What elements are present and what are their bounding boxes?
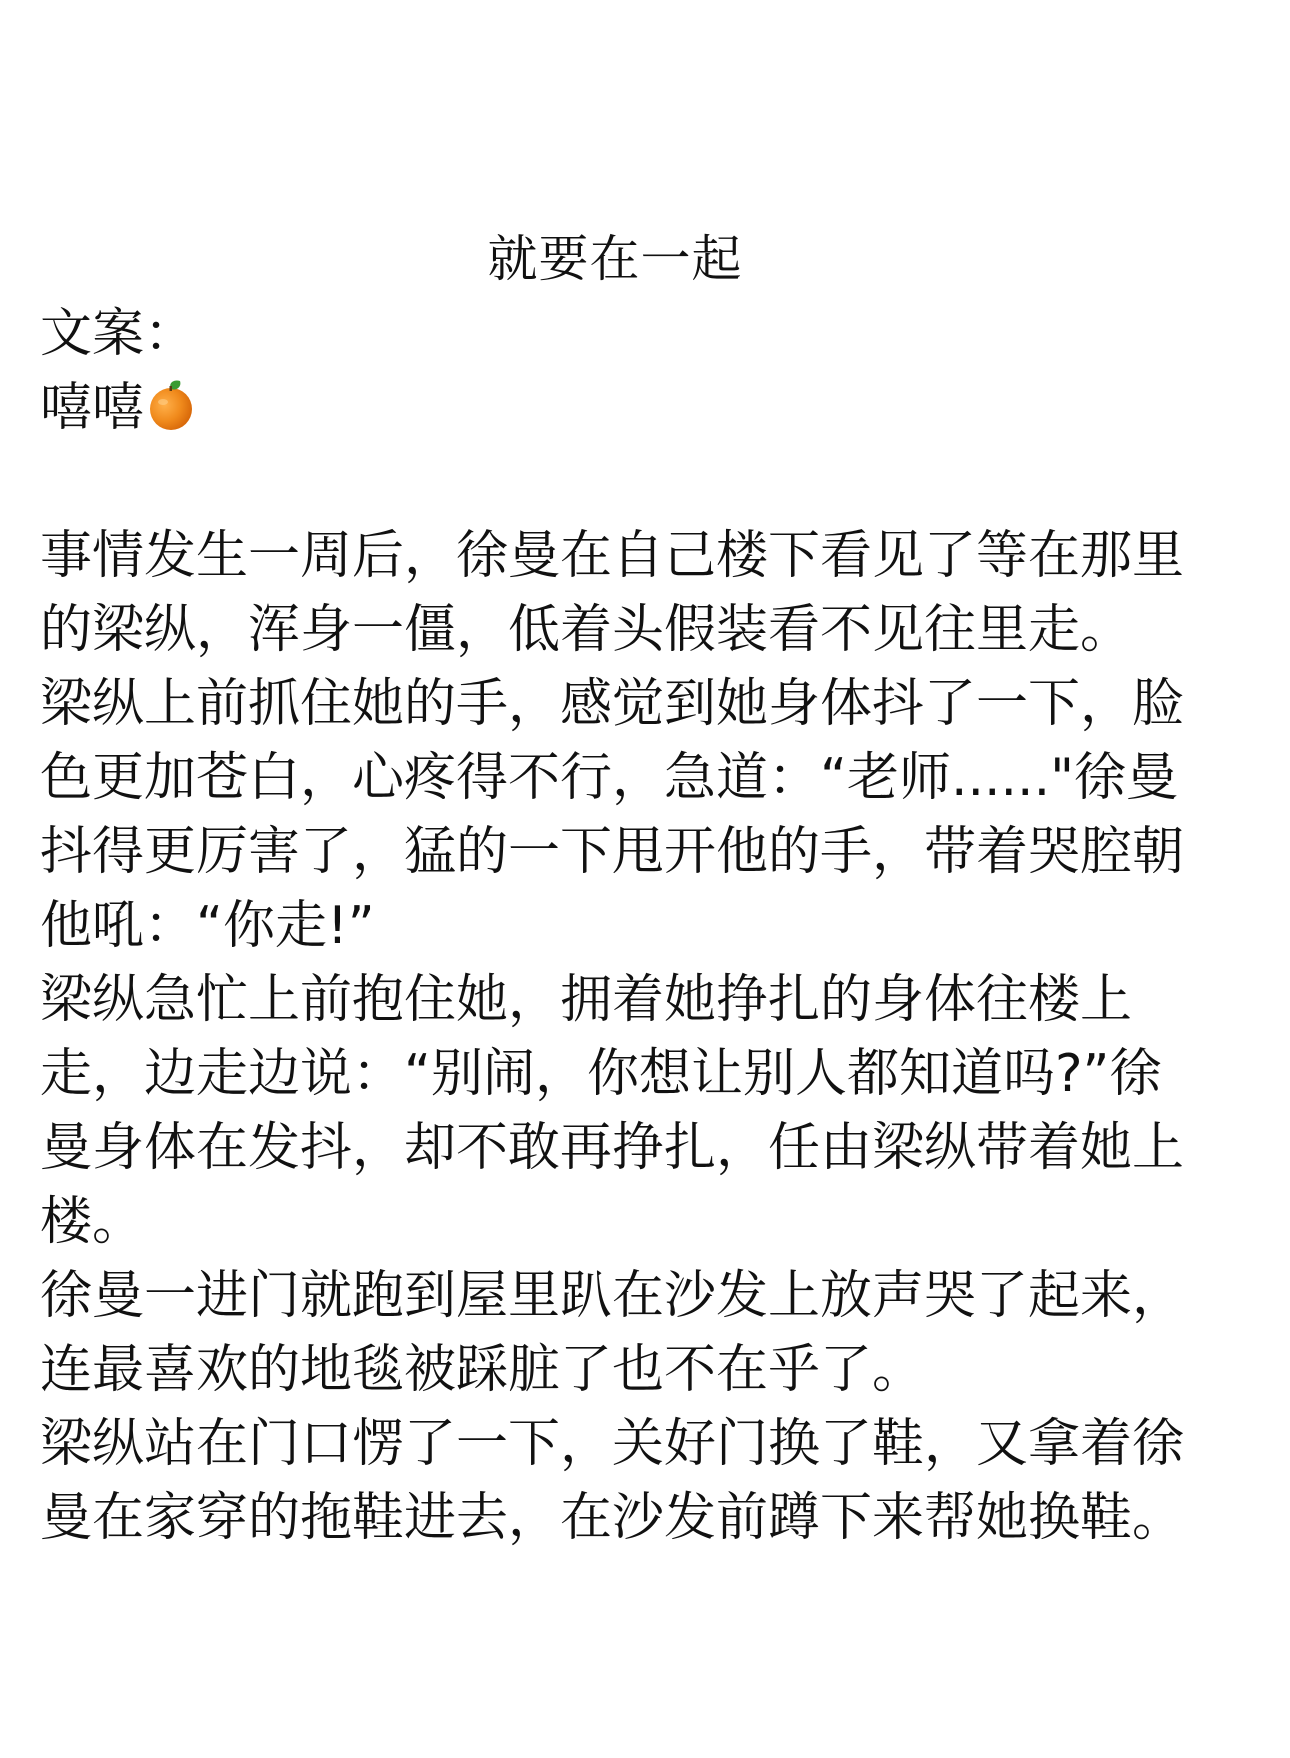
body-line: 事情发生一周后，徐曼在自己楼下看见了等在那里: [40, 526, 1185, 586]
body-line: 梁纵上前抓住她的手，感觉到她身体抖了一下，脸: [40, 674, 1185, 734]
body-line: 抖得更厉害了，猛的一下甩开他的手，带着哭腔朝: [40, 822, 1185, 882]
intro-label: 文案：: [40, 304, 197, 364]
body-line: 曼身体在发抖，却不敢再挣扎，任由梁纵带着她上: [40, 1118, 1185, 1178]
body-line: 楼。: [40, 1192, 145, 1252]
body-line: 色更加苍白，心疼得不行，急道：“老师......"徐曼: [40, 748, 1179, 808]
tangerine-emoji-icon: [146, 375, 196, 433]
body-line: 的梁纵，浑身一僵，低着头假装看不见往里走。: [40, 600, 1133, 660]
body-line: 他吼：“你走!”: [40, 896, 375, 956]
intro-line: [40, 371, 1220, 445]
body-line: 徐曼一进门就跑到屋里趴在沙发上放声哭了起来，: [40, 1266, 1185, 1326]
body-line: 梁纵急忙上前抱住她，拥着她挣扎的身体往楼上: [40, 970, 1133, 1030]
document-body: [40, 297, 1220, 1555]
intro-text: 嘻嘻: [40, 378, 145, 438]
document-title: 就要在一起: [487, 230, 743, 288]
body-line: 梁纵站在门口愣了一下，关好门换了鞋，又拿着徐: [40, 1414, 1185, 1474]
body-paragraphs: [40, 519, 1220, 1555]
body-line: 走，边走边说：“别闹，你想让别人都知道吗?”徐: [40, 1044, 1162, 1104]
body-line: 曼在家穿的拖鞋进去，在沙发前蹲下来帮她换鞋。: [40, 1488, 1185, 1548]
body-line: 连最喜欢的地毯被踩脏了也不在乎了。: [40, 1340, 925, 1400]
blank-line: [40, 445, 1220, 519]
